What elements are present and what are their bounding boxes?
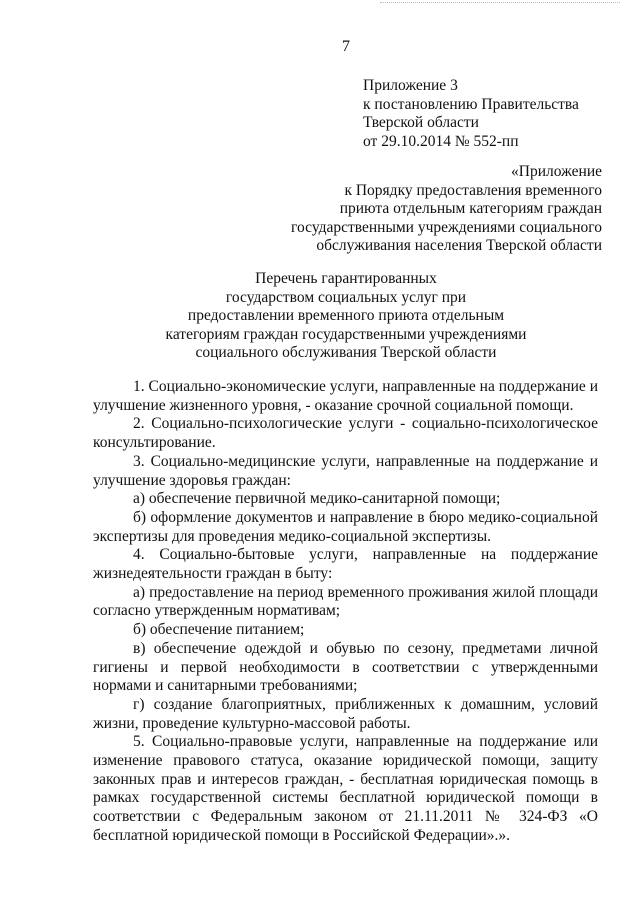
service-item-3: 3. Социально-медицинские услуги, направленные на поддержание и улучшение здоровья граждан: (93, 452, 598, 489)
service-subitem: б) оформление документов и направление в бюро медико-социальной экспертизы для проведения медико-социальной экспертизы. (93, 508, 598, 545)
annex-reference-line: обслуживания населения Тверской области (316, 237, 602, 254)
service-item-1: 1. Социально-экономические услуги, направленные на поддержание и улучшение жизненного уровня, - оказание срочной социальной помощи. (93, 378, 598, 414)
title-line: социального обслуживания Тверской области (195, 344, 497, 361)
scan-artifact (380, 2, 620, 9)
title-line: категориям граждан государственными учреждениями (165, 325, 527, 343)
service-subitem: б) обеспечение питанием; (133, 621, 305, 639)
title-line: Перечень гарантированных (255, 270, 437, 287)
service-subitem: в) обеспечение одеждой и обувью по сезону, предметами личной гигиены и первой необходимости в соответствии с утвержденными нормами и санитарными требованиями; (93, 639, 598, 695)
document-title (0, 270, 640, 363)
appendix-line: Тверской области (363, 114, 479, 131)
appendix-line: Приложение 3 (363, 77, 458, 94)
annex-reference-line: государственными учреждениями социального (291, 218, 602, 236)
title-line: государством социальных услуг при (225, 288, 467, 306)
service-subitem: а) обеспечение первичной медико-санитарной помощи; (133, 490, 501, 508)
title-line: предоставлении временного приюта отдельным (187, 307, 505, 324)
appendix-line: к постановлению Правительства (363, 95, 579, 113)
annex-reference-line: к Порядку предоставления временного (344, 181, 602, 199)
annex-reference-line: «Приложение (511, 163, 602, 180)
service-subitem: г) создание благоприятных, приближенных к домашним, условий жизни, проведение культурно-массовой работы. (93, 695, 598, 732)
service-subitem: а) предоставление на период временного проживания жилой площади согласно утвержденным нормативам; (93, 583, 598, 620)
appendix-line: от 29.10.2014 № 552-пп (363, 132, 519, 150)
services-list (93, 378, 598, 846)
annex-reference-header (291, 163, 602, 256)
page-number: 7 (342, 38, 350, 55)
annex-reference-line: приюта отдельным категориям граждан (339, 200, 602, 217)
service-item-5: 5. Социально-правовые услуги, направленные на поддержание или изменение правового статуса, оказание юридической помощи, защиту законных прав и интересов граждан, - бесплатная юридическая помощь в рамках государственной системы бесплатной юридической помощи в соответствии с Федеральным законом от 21.11.2011 № 324-ФЗ «О бесплатной юридической помощи в Российской Федерации».». (93, 733, 598, 844)
service-item-4: 4. Социально-бытовые услуги, направленные на поддержание жизнедеятельности граждан в быту: (93, 546, 598, 583)
appendix-header (363, 77, 579, 151)
service-item-2: 2. Социально-психологические услуги - социально-психологическое консультирование. (93, 415, 598, 452)
